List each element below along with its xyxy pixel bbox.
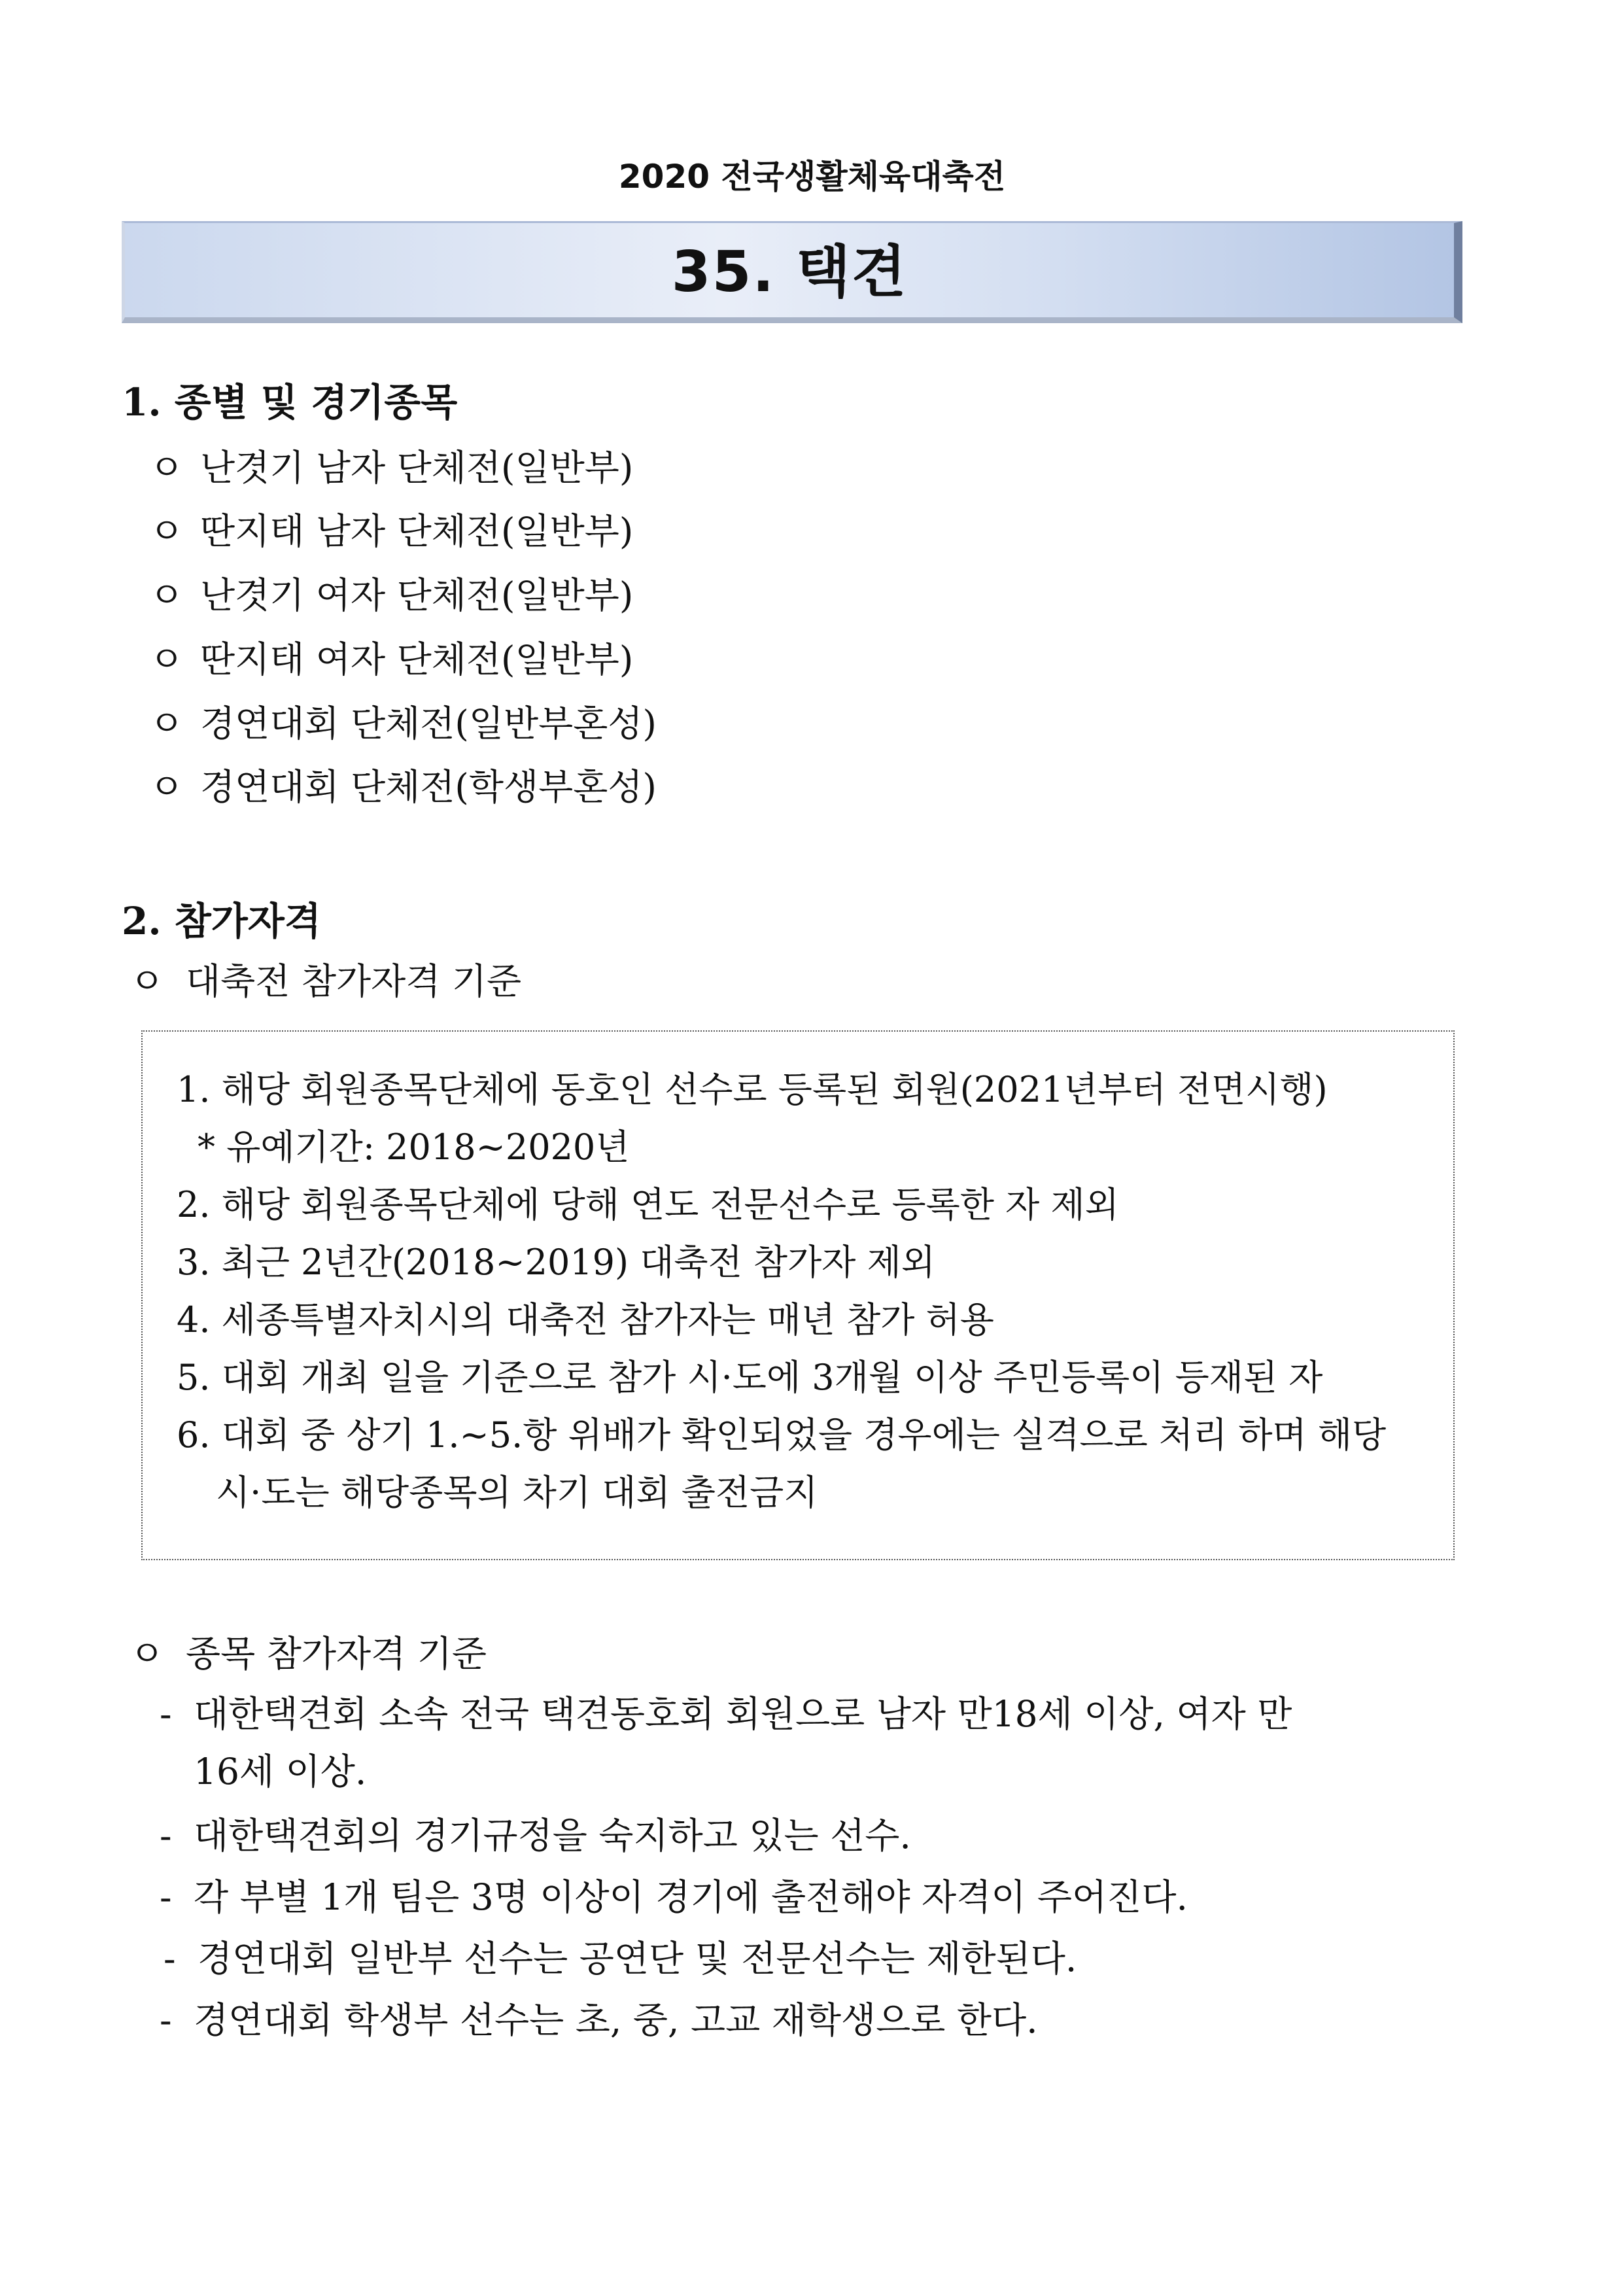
bullet-marker: ㅇ (149, 574, 184, 616)
rule-item: 3. 최근 2년간(2018~2019) 대축전 참가자 제외 (177, 1242, 935, 1283)
subsection-title (130, 1628, 487, 1680)
list-item (149, 697, 657, 750)
rule-item-continued: 시·도는 해당종목의 차기 대회 출전금지 (216, 1472, 818, 1513)
bullet-marker: ㅇ (149, 638, 184, 680)
criteria-text: 경연대회 학생부 선수는 초, 중, 고교 재학생으로 한다. (194, 1999, 1038, 2041)
list-item (149, 442, 633, 494)
criteria-text: 경연대회 일반부 선수는 공연단 및 전문선수는 제한된다. (198, 1938, 1077, 1980)
page-title: 35. 택견 (671, 239, 908, 305)
criteria-item (160, 1871, 1188, 1923)
rule-note: * 유예기간: 2018~2020년 (198, 1127, 630, 1168)
title-banner (122, 221, 1462, 323)
subsection-title-text: 종목 참가자격 기준 (186, 1633, 487, 1675)
criteria-item (160, 1809, 911, 1862)
dash-marker: - (160, 1999, 172, 2041)
criteria-item (160, 1994, 1038, 2046)
list-item (149, 761, 657, 813)
bullet-marker: ㅇ (130, 960, 165, 1002)
list-item-text: 경연대회 단체전(일반부혼성) (200, 703, 657, 744)
rule-item: 5. 대회 개최 일을 기준으로 참가 시·도에 3개월 이상 주민등록이 등재된 자 (177, 1357, 1323, 1398)
list-item (149, 633, 633, 686)
dash-marker: - (160, 1876, 172, 1918)
rule-item: 1. 해당 회원종목단체에 동호인 선수로 등록된 회원(2021년부터 전면시행) (177, 1069, 1328, 1110)
criteria-text: 대한택견회의 경기규정을 숙지하고 있는 선수. (194, 1815, 911, 1857)
section-2-heading: 2. 참가자격 (122, 899, 321, 943)
criteria-item (164, 1932, 1077, 1985)
list-item-text: 난겻기 여자 단체전(일반부) (200, 574, 634, 616)
dash-marker: - (160, 1815, 172, 1857)
bullet-marker: ㅇ (149, 447, 184, 489)
subsection-title (130, 955, 521, 1007)
section-1-heading: 1. 종별 및 경기종목 (122, 380, 458, 425)
rule-item: 6. 대회 중 상기 1.~5.항 위배가 확인되었을 경우에는 실격으로 처리 하며 해당 (177, 1414, 1387, 1456)
dash-marker: - (160, 1693, 172, 1735)
list-item (149, 505, 633, 557)
bullet-marker: ㅇ (149, 510, 184, 552)
dash-marker: - (164, 1938, 176, 1980)
event-header: 2020 전국생활체육대축전 (618, 158, 1006, 196)
criteria-item-continued: 16세 이상. (194, 1751, 367, 1792)
criteria-item (160, 1688, 1292, 1740)
bullet-marker: ㅇ (130, 1633, 165, 1675)
rule-item: 2. 해당 회원종목단체에 당해 연도 전문선수로 등록한 자 제외 (177, 1184, 1119, 1225)
bullet-marker: ㅇ (149, 766, 184, 808)
list-item-text: 딴지태 남자 단체전(일반부) (200, 510, 634, 552)
subsection-title-text: 대축전 참가자격 기준 (186, 960, 522, 1002)
bullet-marker: ㅇ (149, 703, 184, 744)
criteria-text: 각 부별 1개 팀은 3명 이상이 경기에 출전해야 자격이 주어진다. (194, 1876, 1188, 1918)
list-item-text: 경연대회 단체전(학생부혼성) (200, 766, 657, 808)
rule-item: 4. 세종특별자치시의 대축전 참가자는 매년 참가 허용 (177, 1299, 994, 1340)
list-item (149, 569, 633, 621)
criteria-text: 대한택견회 소속 전국 택견동호회 회원으로 남자 만18세 이상, 여자 만 (194, 1693, 1292, 1735)
list-item-text: 딴지태 여자 단체전(일반부) (200, 638, 634, 680)
list-item-text: 난겻기 남자 단체전(일반부) (200, 447, 634, 489)
